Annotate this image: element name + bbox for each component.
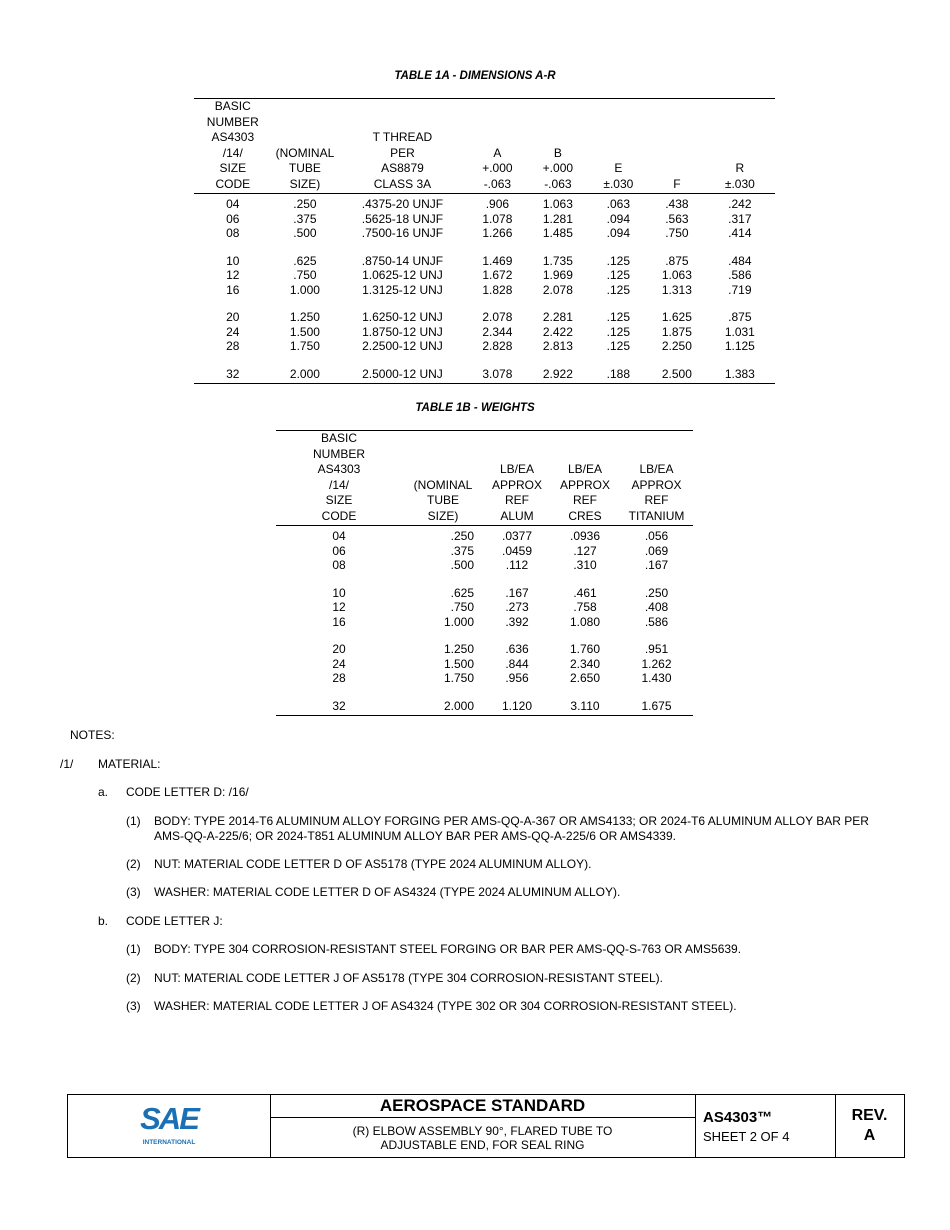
note-a3-marker: (3) — [126, 885, 141, 899]
description-line-1: (R) ELBOW ASSEMBLY 90°, FLARED TUBE TO — [352, 1124, 613, 1138]
table-cell: 20 — [226, 310, 240, 324]
table-cell: 1.625 — [661, 310, 692, 324]
table-cell: 2.813 — [542, 339, 573, 353]
column-header-line: R — [735, 161, 745, 175]
column-header-line: B — [553, 145, 562, 160]
table-cell: .408 — [644, 600, 669, 614]
table-cell: .125 — [606, 339, 631, 353]
table-cell: 1.281 — [542, 211, 573, 226]
table-cell: .127 — [573, 543, 597, 558]
table-cell: 3.078 — [467, 354, 528, 384]
title-cell — [270, 1095, 696, 1157]
standard-title: AEROSPACE STANDARD — [270, 1095, 695, 1118]
table-cell: .750 — [450, 600, 474, 614]
table-cell: .956 — [505, 671, 529, 685]
table-cell: .0377 — [501, 529, 533, 543]
column-header-line: SIZE) — [289, 176, 321, 191]
table-cell: 1.031 — [724, 324, 755, 339]
column-header-line: CODE — [321, 508, 357, 523]
table-row — [194, 283, 775, 298]
column-header-line: E — [614, 161, 623, 175]
table-cell: 1.313 — [661, 282, 692, 297]
table-cell: .094 — [606, 226, 631, 240]
column-header — [484, 431, 550, 526]
column-header-line: LB/EA — [639, 462, 674, 476]
title-block — [67, 1094, 905, 1158]
table-row — [276, 671, 693, 686]
table-cell: .414 — [728, 226, 752, 240]
note-a-label: CODE LETTER D: /16/ — [126, 785, 249, 799]
column-header-line: REF — [505, 493, 529, 507]
column-header-line: AS8879 — [381, 161, 424, 175]
table-cell: 10 — [332, 585, 346, 600]
table-cell: .375 — [293, 211, 317, 226]
table-cell: 06 — [332, 543, 346, 558]
table-cell: .375 — [450, 543, 474, 558]
table-cell: 2.5000-12 UNJ — [338, 354, 466, 384]
table-cell: 2.922 — [528, 354, 588, 384]
table-cell: 2.000 — [272, 354, 339, 384]
column-header-line: (NOMINAL — [413, 477, 473, 492]
column-header-line: APPROX — [559, 477, 610, 492]
table-cell: .125 — [606, 268, 631, 282]
note-b1-text: BODY: TYPE 304 CORROSION-RESISTANT STEEL FORGING OR BAR PER AMS-QQ-S-763 OR AMS5639. — [154, 942, 742, 956]
column-header — [705, 99, 775, 194]
table-cell: .273 — [505, 600, 529, 614]
table-cell: .875 — [665, 253, 689, 268]
table-row — [194, 194, 775, 212]
table-cell: .758 — [573, 600, 597, 614]
table-1a-title: TABLE 1A - DIMENSIONS A-R — [394, 70, 556, 82]
table-cell: 1.750 — [443, 671, 474, 685]
table-cell: 3.110 — [550, 686, 620, 716]
column-header-line: PER — [390, 145, 415, 160]
table-cell: .0459 — [501, 543, 533, 558]
table-row — [276, 686, 693, 716]
table-cell: .392 — [505, 614, 529, 629]
table-row — [194, 297, 775, 325]
table-cell: .5625-18 UNJF — [361, 211, 444, 226]
table-cell: .0936 — [569, 529, 601, 543]
table-cell: 1.000 — [289, 282, 320, 297]
table-cell: 1.760 — [569, 642, 601, 656]
sae-logo-subtitle: INTERNATIONAL — [142, 1139, 196, 1146]
column-header — [620, 431, 693, 526]
table-cell: .586 — [644, 614, 669, 629]
column-header-line: ±.030 — [724, 176, 755, 191]
table-cell: 2.344 — [482, 324, 513, 339]
table-cell: .167 — [644, 558, 669, 572]
table-cell: 08 — [332, 558, 346, 572]
table-cell: .844 — [505, 656, 529, 671]
column-header-line: /14/ — [222, 145, 243, 160]
table-cell: .4375-20 UNJF — [361, 197, 444, 211]
dimensions-table — [194, 98, 775, 384]
column-header-line: APPROX — [491, 477, 542, 492]
table-cell: .951 — [644, 642, 669, 656]
column-header-line: BASIC — [214, 99, 251, 113]
table-cell: 2.078 — [542, 282, 573, 297]
table-cell: .125 — [606, 310, 631, 324]
note-b1-marker: (1) — [126, 942, 141, 956]
note-a-marker: a. — [98, 785, 109, 799]
column-header-line: ALUM — [500, 508, 534, 523]
note-1-label: MATERIAL: — [98, 757, 161, 771]
table-cell: .500 — [450, 558, 474, 572]
table-cell: .586 — [728, 268, 752, 282]
part-description — [270, 1124, 695, 1152]
table-cell: 1.063 — [542, 197, 573, 211]
column-header-line: NUMBER — [206, 114, 259, 129]
table-row — [276, 615, 693, 630]
note-1-marker: /1/ — [60, 757, 74, 771]
table-cell: 24 — [332, 656, 346, 671]
table-cell: 16 — [332, 614, 346, 629]
table-cell: .636 — [505, 642, 529, 656]
table-cell: 1.266 — [482, 226, 513, 240]
table-cell: .112 — [505, 558, 529, 572]
revision-label: REV. — [851, 1107, 888, 1124]
column-header-line: +.000 — [482, 161, 513, 175]
column-header — [467, 99, 528, 194]
table-cell: 16 — [226, 282, 240, 297]
column-header-line: LB/EA — [567, 462, 603, 476]
column-header-line: ±.030 — [603, 176, 634, 191]
table-row — [194, 241, 775, 269]
note-b2-marker: (2) — [126, 971, 141, 985]
table-cell: 32 — [276, 686, 402, 716]
table-cell: .625 — [450, 585, 474, 600]
table-cell: 04 — [226, 197, 240, 211]
column-header-line: -.063 — [544, 176, 572, 191]
table-cell: 1.500 — [289, 324, 320, 339]
column-header — [550, 431, 620, 526]
table-cell: .461 — [573, 585, 597, 600]
column-header-line: /14/ — [328, 477, 349, 492]
table-cell: 06 — [226, 211, 240, 226]
table-row — [194, 212, 775, 227]
table-cell: 1.000 — [443, 614, 474, 629]
table-row — [276, 526, 693, 544]
table-cell: .875 — [728, 310, 752, 324]
sae-logo-cell — [68, 1095, 271, 1157]
table-cell: .625 — [293, 253, 317, 268]
table-cell: 10 — [226, 253, 240, 268]
column-header-line: AS4303 — [211, 130, 255, 144]
table-cell: 1.828 — [482, 282, 513, 297]
table-cell: 04 — [332, 529, 346, 543]
notes-heading: NOTES: — [70, 728, 115, 742]
table-row — [276, 600, 693, 615]
column-header-line: REF — [644, 493, 669, 507]
column-header-line: AS4303 — [317, 462, 361, 476]
table-cell: .250 — [293, 197, 317, 211]
sheet-number: SHEET 2 OF 4 — [703, 1129, 790, 1144]
table-cell: .242 — [728, 197, 752, 211]
table-cell: .063 — [606, 197, 631, 211]
table-row — [276, 544, 693, 559]
column-header-line: TITANIUM — [628, 508, 685, 523]
table-cell: .500 — [293, 226, 317, 240]
table-cell: 2.000 — [402, 686, 484, 716]
sae-logo: SAE — [140, 1101, 198, 1136]
table-cell: .310 — [573, 558, 597, 572]
table-cell: 1.469 — [482, 253, 513, 268]
table-cell: .069 — [644, 543, 669, 558]
note-a1-text: BODY: TYPE 2014-T6 ALUMINUM ALLOY FORGING PER AMS-QQ-A-367 OR AMS4133; OR 2024-T6 ALUMINUM ALLOY BAR PER AMS-QQ-A-225/6; OR 2024-T851 ALUMINUM ALLOY BAR PER AMS-QQ-A-225/6 OR AMS4339. — [154, 814, 869, 843]
table-cell: 1.383 — [705, 354, 775, 384]
document-number-cell — [695, 1095, 836, 1157]
table-cell: 2.078 — [482, 310, 513, 324]
table-cell: 2.422 — [542, 324, 573, 339]
table-cell: .719 — [728, 282, 752, 297]
table-cell: 1.262 — [641, 656, 672, 671]
table-cell: 1.8750-12 UNJ — [362, 324, 443, 339]
table-cell: 2.281 — [542, 310, 573, 324]
table-cell: 2.500 — [649, 354, 705, 384]
table-cell: 32 — [194, 354, 272, 384]
column-header-line: +.000 — [542, 161, 574, 175]
table-cell: 1.078 — [482, 211, 513, 226]
column-header-line: BASIC — [320, 431, 357, 445]
table-cell: 12 — [226, 268, 240, 282]
table-row — [194, 226, 775, 241]
table-cell: 1.250 — [443, 642, 474, 656]
table-cell: 1.875 — [661, 324, 692, 339]
table-cell: .317 — [728, 211, 752, 226]
column-header-line: REF — [573, 493, 597, 507]
table-cell: 24 — [226, 324, 240, 339]
table-cell: .906 — [485, 197, 510, 211]
table-cell: .250 — [644, 585, 669, 600]
column-header-line: SIZE) — [427, 508, 459, 523]
document-number: AS4303™ — [703, 1109, 773, 1126]
column-header-line: CLASS 3A — [373, 176, 432, 191]
table-cell: 1.969 — [542, 268, 573, 282]
note-a2-marker: (2) — [126, 857, 141, 871]
table-cell: .250 — [450, 529, 474, 543]
table-cell: 20 — [332, 642, 346, 656]
table-row — [194, 354, 775, 384]
table-cell: .7500-16 UNJF — [361, 226, 444, 240]
column-header — [649, 99, 705, 194]
table-cell: .750 — [293, 268, 317, 282]
column-header — [194, 99, 272, 194]
table-cell: 1.500 — [443, 656, 474, 671]
note-b-marker: b. — [98, 914, 109, 928]
note-b2-text: NUT: MATERIAL CODE LETTER J OF AS5178 (TYPE 304 CORROSION-RESISTANT STEEL). — [154, 971, 664, 985]
table-row — [276, 629, 693, 657]
table-cell: 1.125 — [724, 339, 755, 353]
table-cell: .167 — [505, 585, 529, 600]
table-cell: 1.485 — [542, 226, 573, 240]
table-cell: 2.250 — [661, 339, 692, 353]
column-header-line: NUMBER — [312, 446, 365, 461]
table-cell: .125 — [606, 253, 631, 268]
table-cell: 1.6250-12 UNJ — [362, 310, 443, 324]
table-cell: .125 — [606, 324, 631, 339]
column-header-line: (NOMINAL — [275, 145, 335, 160]
table-row — [194, 339, 775, 354]
column-header-line: CRES — [568, 508, 602, 523]
table-cell: 28 — [332, 671, 346, 685]
table-row — [276, 573, 693, 601]
table-cell: .8750-14 UNJF — [361, 253, 444, 268]
table-cell: 08 — [226, 226, 240, 240]
column-header — [272, 99, 339, 194]
column-header-line: APPROX — [631, 477, 682, 492]
note-b3-text: WASHER: MATERIAL CODE LETTER J OF AS4324 (TYPE 302 OR 304 CORROSION-RESISTANT STEEL). — [154, 999, 737, 1013]
table-cell: .188 — [588, 354, 649, 384]
table-cell: .125 — [606, 282, 631, 297]
table-cell: 1.750 — [289, 339, 320, 353]
column-header-line: -.063 — [483, 176, 512, 191]
table-cell: 12 — [332, 600, 346, 614]
table-cell: 2.2500-12 UNJ — [362, 339, 443, 353]
table-cell: .094 — [606, 211, 631, 226]
column-header-line: SIZE — [325, 493, 353, 507]
table-cell: .750 — [665, 226, 689, 240]
table-row — [276, 657, 693, 672]
revision-value: A — [863, 1127, 876, 1144]
column-header — [276, 431, 402, 526]
description-line-2: ADJUSTABLE END, FOR SEAL RING — [380, 1138, 585, 1152]
column-header — [338, 99, 466, 194]
column-header-line: CODE — [215, 176, 251, 191]
table-cell: 1.430 — [641, 671, 672, 685]
table-cell: 1.672 — [482, 268, 513, 282]
weights-table — [276, 430, 693, 716]
column-header-line: TUBE — [288, 161, 321, 175]
table-cell: 1.675 — [620, 686, 693, 716]
table-cell: 1.250 — [289, 310, 320, 324]
column-header-line: LB/EA — [499, 462, 535, 476]
table-cell: .438 — [665, 197, 689, 211]
column-header — [402, 431, 484, 526]
table-row — [194, 325, 775, 340]
column-header-line: TUBE — [426, 493, 459, 507]
table-cell: 1.120 — [484, 686, 550, 716]
column-header-line: F — [673, 176, 681, 191]
table-cell: .563 — [665, 211, 689, 226]
table-cell: 2.340 — [569, 656, 601, 671]
table-cell: 1.0625-12 UNJ — [362, 268, 443, 282]
column-header — [528, 99, 588, 194]
table-1b-title: TABLE 1B - WEIGHTS — [415, 402, 535, 414]
table-cell: 1.3125-12 UNJ — [362, 282, 443, 297]
note-a1-marker: (1) — [126, 814, 141, 828]
table-cell: 2.828 — [482, 339, 513, 353]
table-cell: .056 — [644, 529, 669, 543]
column-header-line: T THREAD — [372, 130, 433, 144]
table-cell: 1.080 — [569, 614, 601, 629]
column-header — [588, 99, 649, 194]
table-cell: .484 — [728, 253, 752, 268]
note-b3-marker: (3) — [126, 999, 141, 1013]
note-b-label: CODE LETTER J: — [126, 914, 223, 928]
note-a3-text: WASHER: MATERIAL CODE LETTER D OF AS4324 (TYPE 2024 ALUMINUM ALLOY). — [154, 885, 621, 899]
table-cell: 2.650 — [569, 671, 601, 685]
table-cell: 1.735 — [542, 253, 573, 268]
table-row — [276, 558, 693, 573]
column-header-line: SIZE — [219, 161, 247, 175]
note-a2-text: NUT: MATERIAL CODE LETTER D OF AS5178 (TYPE 2024 ALUMINUM ALLOY). — [154, 857, 592, 871]
table-cell: 1.063 — [661, 268, 692, 282]
column-header-line: A — [493, 145, 502, 160]
table-cell: 28 — [226, 339, 240, 353]
table-row — [194, 268, 775, 283]
revision-cell — [835, 1095, 904, 1157]
